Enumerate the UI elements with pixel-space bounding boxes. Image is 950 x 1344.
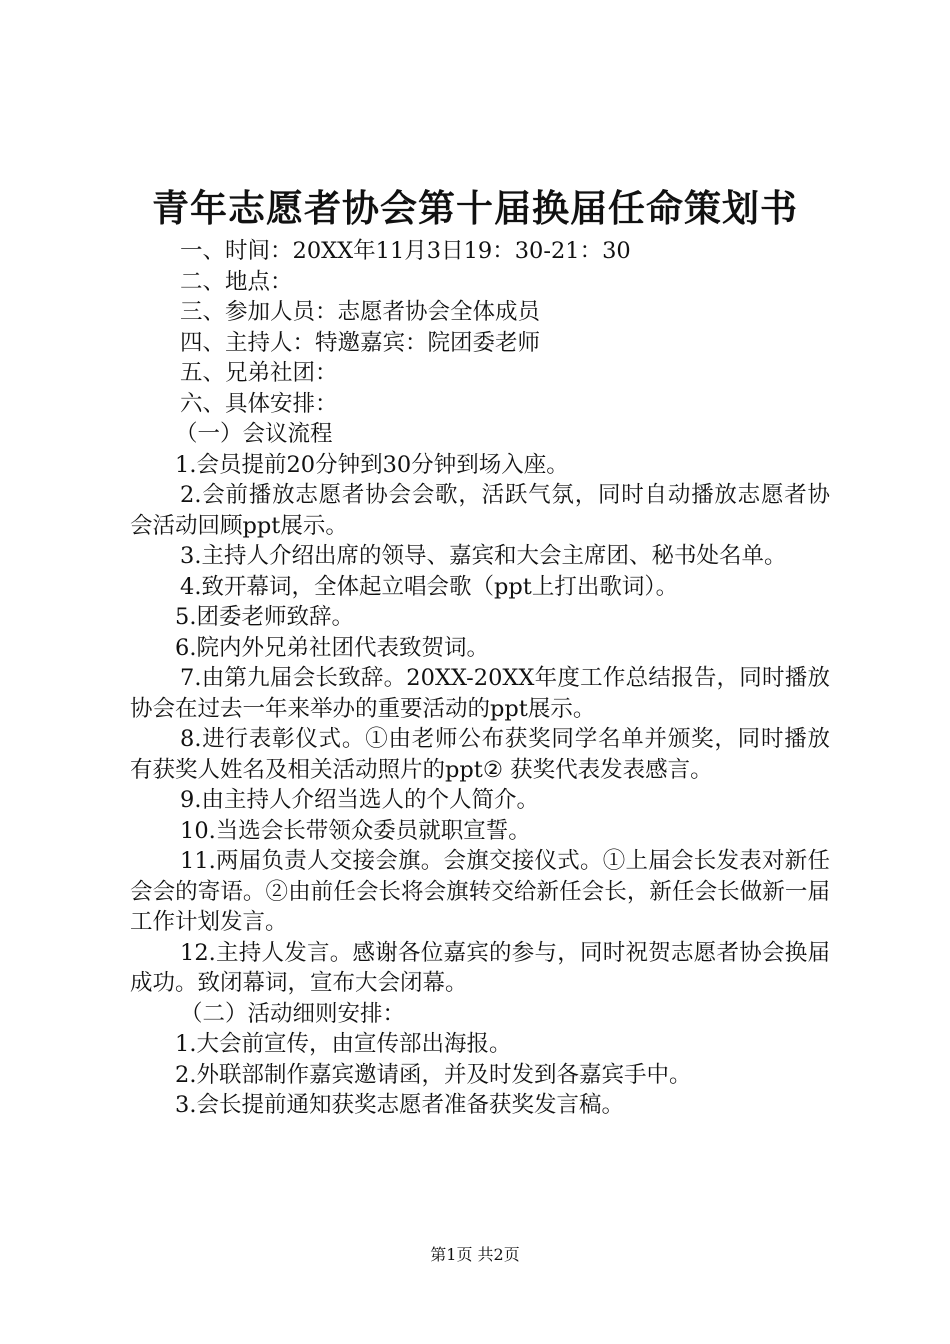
participants-line: 三、参加人员：志愿者协会全体成员 — [180, 299, 541, 325]
location-line: 二、地点： — [180, 268, 293, 295]
meeting-process-heading: （一）会议流程 — [175, 421, 333, 447]
document-title: 青年志愿者协会第十届换届任命策划书 — [152, 186, 798, 230]
process-item-4: 4.致开幕词，全体起立唱会歌（ppt上打出歌词）。 — [180, 573, 679, 600]
activity-details-heading: （二）活动细则安排： — [180, 1000, 406, 1027]
process-item-8: 8.进行表彰仪式。①由老师公布获奖同学名单并颁奖，同时播放有获奖人姓名及相关活动照片的ppt② 获奖代表发表感言。 — [130, 726, 830, 783]
process-item-3: 3.主持人介绍出席的领导、嘉宾和大会主席团、秘书处名单。 — [180, 543, 787, 569]
host-line: 四、主持人：特邀嘉宾：院团委老师 — [180, 329, 541, 356]
brother-clubs-line: 五、兄弟社团： — [180, 360, 338, 386]
process-item-12: 12.主持人发言。感谢各位嘉宾的参与，同时祝贺志愿者协会换届成功。致闭幕词，宣布大会闭幕。 — [130, 939, 830, 996]
time-line: 一、时间：20XX年11月3日19：30-21：30 — [180, 238, 631, 264]
process-item-6: 6.院内外兄弟社团代表致贺词。 — [175, 634, 489, 661]
arrangement-heading: 六、具体安排： — [180, 390, 338, 417]
process-item-5: 5.团委老师致辞。 — [175, 604, 354, 630]
process-item-7: 7.由第九届会长致辞。20XX-20XX年度工作总结报告，同时播放协会在过去一年来举办的重要活动的ppt展示。 — [130, 665, 830, 722]
details-item-3: 3.会长提前通知获奖志愿者准备获奖发言稿。 — [175, 1092, 624, 1118]
process-item-1: 1.会员提前20分钟到30分钟到场入座。 — [175, 451, 569, 478]
process-item-10: 10.当选会长带领众委员就职宣誓。 — [180, 817, 531, 844]
process-item-11: 11.两届负责人交接会旗。会旗交接仪式。①上届会长发表对新任会会的寄语。②由前任会长将会旗转交给新任会长，新任会长做新一届工作计划发言。 — [130, 848, 830, 935]
process-item-9: 9.由主持人介绍当选人的个人简介。 — [180, 787, 539, 813]
page-indicator: 第1页 共2页 — [430, 1245, 520, 1264]
details-item-1: 1.大会前宣传，由宣传部出海报。 — [175, 1031, 512, 1057]
process-item-2: 2.会前播放志愿者协会会歌，活跃气氛，同时自动播放志愿者协会活动回顾ppt展示。 — [130, 482, 830, 539]
document-body — [130, 236, 830, 1121]
details-item-2: 2.外联部制作嘉宾邀请函，并及时发到各嘉宾手中。 — [175, 1061, 692, 1088]
